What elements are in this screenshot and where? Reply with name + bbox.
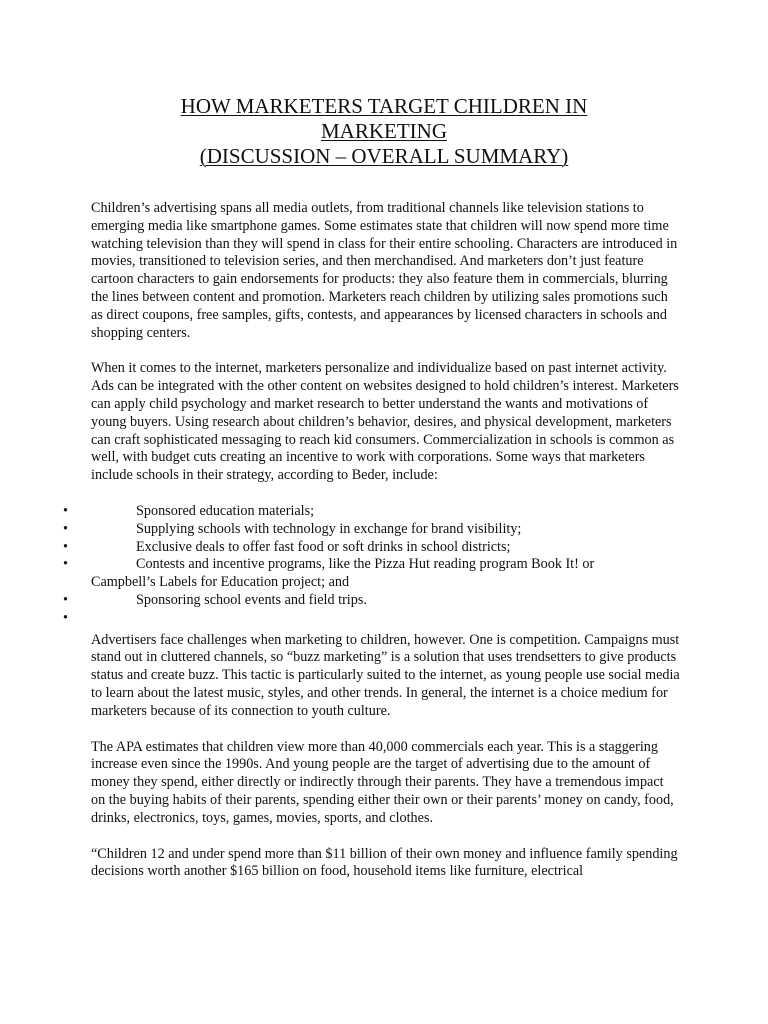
list-item-text-continued: Campbell’s Labels for Education project; and [91, 574, 350, 591]
list-item-text: Exclusive deals to offer fast food or soft drinks in school districts; [136, 538, 511, 555]
bullet-icon: • [63, 609, 68, 626]
list-item [63, 592, 681, 610]
bullet-icon: • [63, 502, 68, 519]
list-item-text: Supplying schools with technology in exchange for brand visibility; [136, 520, 522, 537]
title-line-3: (DISCUSSION – OVERALL SUMMARY) [199, 144, 569, 168]
list-item [63, 556, 681, 592]
paragraph-1: Children’s advertising spans all media outlets, from traditional channels like television stations to emerging media like smartphone games. Some estimates state that children will now spend more time watching television than they will spend in class for their entire schooling. Characters are introduced in movies, transitioned to television series, and then merchandised. And marketers don’t just feature cartoon characters to gain endorsements for products: they also feature them in commercials, blurring the lines between content and promotion. Marketers reach children by utilizing sales promotions such as direct coupons, free samples, gifts, contests, and appearances by licensed characters in schools and shopping centers. [91, 200, 678, 341]
bullet-icon: • [63, 538, 68, 555]
list-item-text: Contests and incentive programs, like the Pizza Hut reading program Book It! or [136, 556, 595, 573]
list-item [63, 521, 681, 539]
document-body [63, 200, 681, 899]
bullet-icon: • [63, 556, 68, 573]
list-item [63, 503, 681, 521]
bullet-icon: • [63, 591, 68, 608]
bullet-icon: • [63, 520, 68, 537]
title-line-1: HOW MARKETERS TARGET CHILDREN IN [180, 94, 588, 118]
title-line-2: MARKETING [321, 119, 447, 143]
paragraph-3: Advertisers face challenges when marketing to children, however. One is competition. Campaigns must stand out in cluttered channels, so “buzz marketing” is a solution that uses trendsetters to give products status and create buzz. This tactic is particularly suited to the internet, as young people use social media to learn about the latest music, styles, and other trends. In general, the internet is a choice medium for marketers because of its connection to youth culture. [91, 631, 680, 719]
list-item [63, 539, 681, 557]
paragraph-5: “Children 12 and under spend more than $11 billion of their own money and influence family spending decisions worth another $165 billion on food, household items like furniture, electrical [91, 845, 678, 880]
list-item-text: Sponsoring school events and field trips. [136, 591, 367, 608]
bullet-list [63, 503, 681, 628]
list-item-text: Sponsored education materials; [136, 502, 315, 519]
paragraph-4: The APA estimates that children view more than 40,000 commercials each year. This is a staggering increase even since the 1990s. And young people are the target of advertising due to the amount of money they spend, either directly or indirectly through their parents. They have a tremendous impact on the buying habits of their parents, spending either their own or their parents’ money on candy, food, drinks, electronics, toys, games, movies, sports, and clothes. [91, 738, 674, 826]
document-title [90, 94, 678, 169]
list-item [63, 610, 681, 628]
paragraph-2: When it comes to the internet, marketers personalize and individualize based on past internet activity. Ads can be integrated with the other content on websites designed to hold children’s interest. Marketers can apply child psychology and market research to better understand the wants and motivations of young buyers. Using research about children’s behavior, desires, and physical development, marketers can craft sophisticated messaging to reach kid consumers. Commercialization in schools is common as well, with budget cuts creating an incentive to work with corporations. Some ways that marketers include schools in their strategy, according to Beder, include: [91, 360, 679, 484]
